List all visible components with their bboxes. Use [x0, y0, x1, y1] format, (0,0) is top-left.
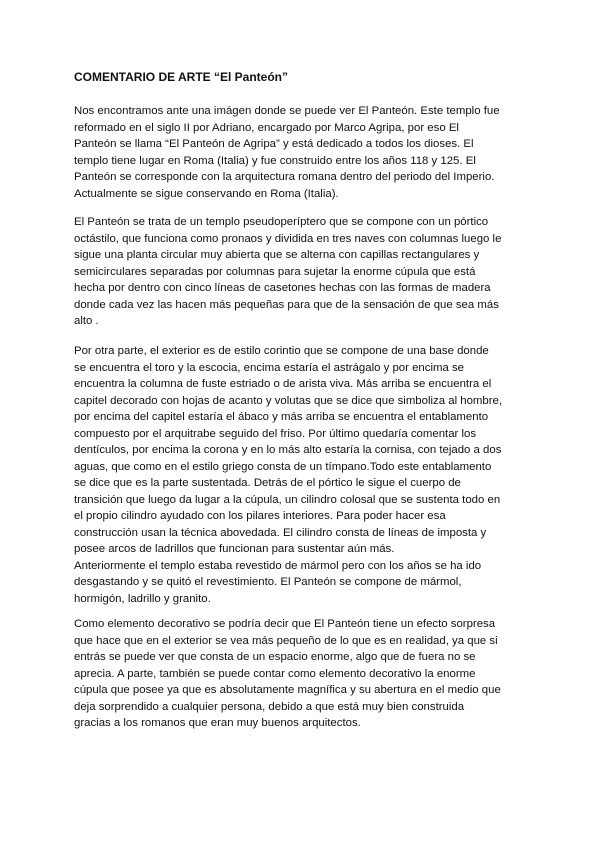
paragraph-line: desgastando y se quitó el revestimiento. El Panteón se compone de mármol,	[74, 576, 462, 588]
paragraph-structure	[74, 214, 534, 330]
paragraph-line: dentículos, por encima la corona y en lo más alto estaría la cornisa, con tejado a dos	[74, 444, 502, 456]
paragraph-line: gracias a los romanos que eran muy buenos arquitectos.	[74, 717, 361, 729]
paragraph-line: reformado en el siglo II por Adriano, encargado por Marco Agripa, por eso El	[74, 121, 459, 134]
paragraph-line: Como elemento decorativo se podría decir que El Panteón tiene un efecto sorpresa	[74, 618, 496, 630]
paragraph-line: deja sorprendido a cualquier persona, debido a que está muy bien construida	[74, 700, 465, 713]
paragraph-line: templo tiene lugar en Roma (Italia) y fue construido entre los años 118 y 125. El	[74, 154, 476, 167]
paragraph-decorative	[74, 616, 534, 732]
paragraph-line: aguas, que como en el estilo griego consta de un tímpano.Todo este entablamento	[74, 460, 492, 473]
paragraph-line: el propio cilindro ayudado con los pilares interiores. Para poder hacer esa	[74, 510, 446, 522]
paragraph-intro	[74, 103, 534, 202]
paragraph-line: Por otra parte, el exterior es de estilo corintio que se compone de una base donde	[74, 345, 489, 357]
paragraph-line: hecha por dentro con cinco líneas de casetones hechas con las formas de madera	[74, 282, 491, 294]
paragraph-line: Nos encontramos ante una imágen donde se puede ver El Panteón. Este templo fue	[74, 105, 500, 117]
paragraph-line: por encima del capitel estaría el ábaco y más arriba se encuentra el entablamento	[74, 411, 489, 423]
paragraph-line: semicirculares separadas por columnas para sujetar la enorme cúpula que está	[74, 265, 476, 278]
paragraph-line: entrás se puede ver que consta de un espacio enorme, algo que de fuera no se	[74, 651, 476, 663]
paragraph-line: Anteriormente el templo estaba revestido de mármol pero con los años se ha ido	[74, 559, 482, 572]
paragraph-line: compuesto por el arquitrabe seguido del friso. Por último quedaría comentar los	[74, 427, 477, 440]
paragraph-line: se dice que es la parte sustentada. Detrás de el pórtico le sigue el cuerpo de	[74, 477, 461, 489]
paragraph-line: que hace que en el exterior se vea más pequeño de lo que es en realidad, ya que si	[74, 634, 498, 647]
paragraph-line: hormigón, ladrillo y granito.	[74, 592, 211, 605]
paragraph-line: transición que luego da lugar a la cúpula, un cilindro colosal que se sustenta todo en	[74, 493, 501, 506]
paragraph-line: sigue una planta circular muy abierta que se alterna con capillas rectangulares y	[74, 249, 480, 261]
paragraph-line: Panteón se corresponde con la arquitectura romana dentro del periodo del Imperio.	[74, 171, 495, 183]
paragraph-line: alto .	[74, 315, 99, 327]
paragraph-line: encuentra la columna de fuste estriado o de arista viva. Más arriba se encuentra el	[74, 378, 492, 390]
paragraph-line: donde cada vez las hacen más pequeñas para que de la sensación de que sea más	[74, 298, 499, 311]
document-title: COMENTARIO DE ARTE “El Panteón”	[74, 70, 289, 84]
paragraph-line: octástilo, que funciona como pronaos y dividida en tres naves con columnas luego le	[74, 232, 502, 245]
paragraph-line: posee arcos de ladrillos que funcionan para sustentar aún más.	[74, 543, 395, 555]
paragraph-line: capitel decorado con hojas de acanto y volutas que se dice que simboliza al hombre,	[74, 394, 503, 407]
paragraph-line: se encuentra el toro y la escocia, encima estaría el astrágalo y por encima se	[74, 361, 465, 374]
paragraph-line: cúpula que posee ya que es absolutamente magnífica y su abertura en el medio que	[74, 684, 501, 696]
paragraph-exterior	[74, 343, 534, 607]
paragraph-line: Panteón se llama “El Panteón de Agripa” y está dedicado a todos los dioses. El	[74, 138, 474, 150]
paragraph-line: Actualmente se sigue conservando en Roma (Italia).	[74, 187, 339, 200]
paragraph-line: aprecia. A parte, también se puede contar como elemento decorativo la enorme	[74, 667, 476, 680]
paragraph-line: construcción usan la técnica abovedada. El cilindro consta de líneas de imposta y	[74, 526, 487, 539]
paragraph-line: El Panteón se trata de un templo pseudoperíptero que se compone con un pórtico	[74, 216, 489, 228]
